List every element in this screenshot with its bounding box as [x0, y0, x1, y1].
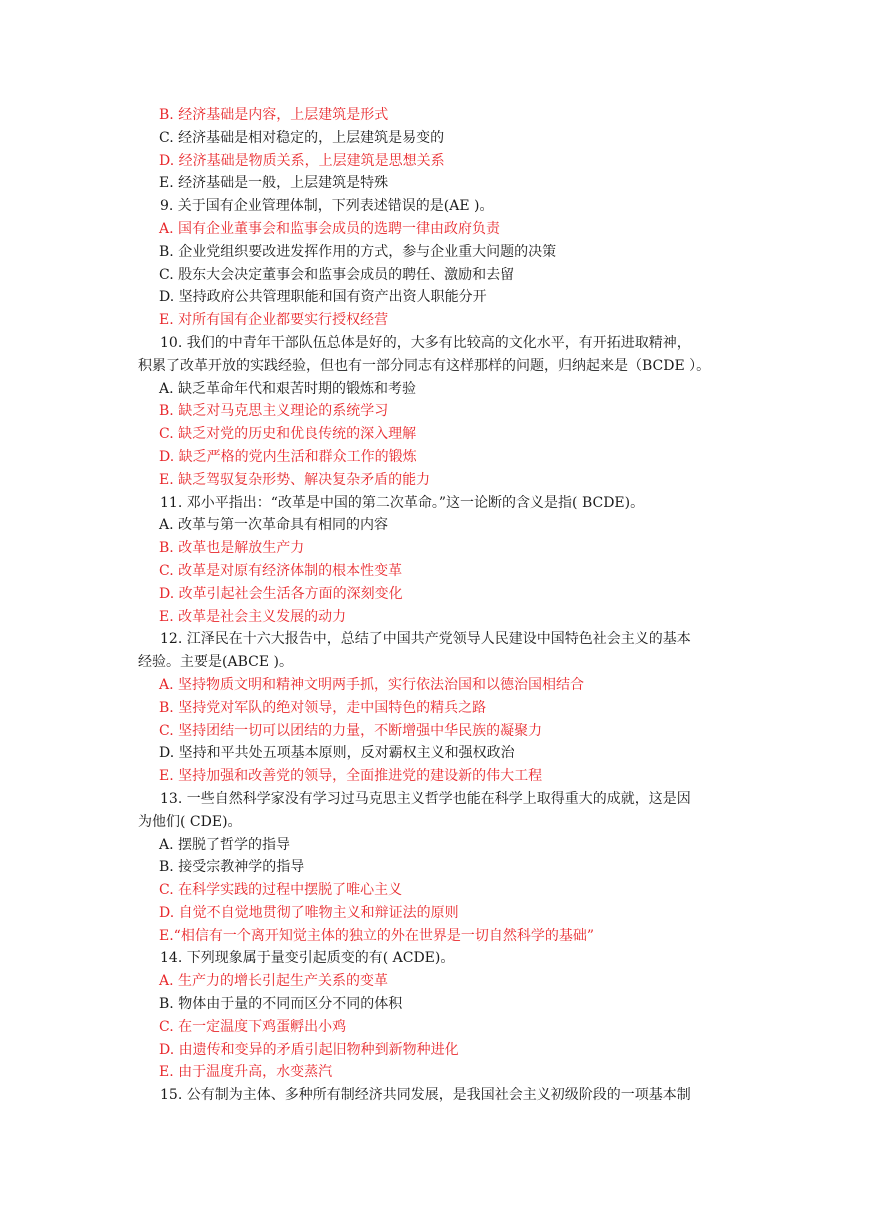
- answer-option: D. 坚持政府公共管理职能和国有资产出资人职能分开: [159, 289, 487, 306]
- answer-option-correct: C. 坚持团结一切可以团结的力量，不断增强中华民族的凝聚力: [159, 722, 543, 739]
- answer-option-correct: C. 在科学实践的过程中摆脱了唯心主义: [159, 882, 403, 899]
- answer-option-correct: E. 由于温度升高，水变蒸汽: [159, 1064, 333, 1081]
- answer-option-correct: A. 坚持物质文明和精神文明两手抓，实行依法治国和以德治国相结合: [159, 676, 585, 693]
- answer-option-correct: B. 缺乏对马克思主义理论的系统学习: [159, 403, 389, 420]
- answer-option: D. 坚持和平共处五项基本原则，反对霸权主义和强权政治: [159, 745, 515, 762]
- question-text: 9. 关于国有企业管理体制，下列表述错误的是(AE )。: [160, 198, 494, 215]
- answer-option-correct: E.“相信有一个离开知觉主体的独立的外在世界是一切自然科学的基础”: [159, 927, 594, 944]
- answer-option-correct: E. 改革是社会主义发展的动力: [159, 608, 347, 625]
- answer-option-correct: D. 经济基础是物质关系，上层建筑是思想关系: [159, 152, 445, 169]
- question-text: 11. 邓小平指出：“改革是中国的第二次革命。”这一论断的含义是指( BCDE)。: [160, 494, 645, 511]
- answer-option: B. 物体由于量的不同而区分不同的体积: [159, 996, 403, 1013]
- question-text-continued: 积累了改革开放的实践经验，但也有一部分同志有这样那样的问题，归纳起来是（BCDE ）。: [138, 357, 711, 374]
- question-text-continued: 经验。主要是(ABCE )。: [138, 654, 293, 671]
- question-text: 10. 我们的中青年干部队伍总体是好的，大多有比较高的文化水平，有开拓进取精神，: [160, 334, 691, 351]
- answer-option: B. 接受宗教神学的指导: [159, 859, 305, 876]
- answer-option-correct: E. 缺乏驾驭复杂形势、解决复杂矛盾的能力: [159, 471, 431, 488]
- answer-option-correct: D. 由遗传和变异的矛盾引起旧物种到新物种进化: [159, 1041, 459, 1058]
- question-text: 13. 一些自然科学家没有学习过马克思主义哲学也能在科学上取得重大的成就，这是因: [160, 790, 691, 807]
- answer-option: A. 缺乏革命年代和艰苦时期的锻炼和考验: [159, 380, 417, 397]
- answer-option-correct: D. 自觉不自觉地贯彻了唯物主义和辩证法的原则: [159, 904, 459, 921]
- answer-option-correct: D. 改革引起社会生活各方面的深刻变化: [159, 585, 403, 602]
- answer-option-correct: A. 生产力的增长引起生产关系的变革: [159, 973, 389, 990]
- answer-option: C. 经济基础是相对稳定的，上层建筑是易变的: [159, 129, 445, 146]
- answer-option: C. 股东大会决定董事会和监事会成员的聘任、激励和去留: [159, 266, 515, 283]
- document-body: [138, 104, 748, 1107]
- answer-option: A. 改革与第一次革命具有相同的内容: [159, 517, 389, 534]
- answer-option-correct: E. 坚持加强和改善党的领导，全面推进党的建设新的伟大工程: [159, 768, 543, 785]
- answer-option: E. 经济基础是一般，上层建筑是特殊: [159, 175, 389, 192]
- question-text-continued: 为他们( CDE)。: [138, 813, 242, 830]
- answer-option-correct: B. 经济基础是内容，上层建筑是形式: [159, 107, 389, 123]
- answer-option-correct: D. 缺乏严格的党内生活和群众工作的锻炼: [159, 448, 417, 465]
- answer-option-correct: C. 缺乏对党的历史和优良传统的深入理解: [159, 426, 417, 443]
- question-text: 15. 公有制为主体、多种所有制经济共同发展，是我国社会主义初级阶段的一项基本制: [160, 1087, 691, 1104]
- question-text: 12. 江泽民在十六大报告中，总结了中国共产党领导人民建设中国特色社会主义的基本: [160, 631, 691, 648]
- answer-option-correct: C. 改革是对原有经济体制的根本性变革: [159, 562, 403, 579]
- question-text: 14. 下列现象属于量变引起质变的有( ACDE)。: [160, 950, 455, 967]
- answer-option-correct: E. 对所有国有企业都要实行授权经营: [159, 312, 389, 329]
- answer-option-correct: C. 在一定温度下鸡蛋孵出小鸡: [159, 1018, 347, 1035]
- answer-option: B. 企业党组织要改进发挥作用的方式，参与企业重大问题的决策: [159, 243, 557, 260]
- answer-option-correct: B. 改革也是解放生产力: [159, 540, 305, 557]
- answer-option-correct: B. 坚持党对军队的绝对领导，走中国特色的精兵之路: [159, 699, 487, 716]
- answer-option-correct: A. 国有企业董事会和监事会成员的选聘一律由政府负责: [159, 220, 501, 237]
- answer-option: A. 摆脱了哲学的指导: [159, 836, 291, 853]
